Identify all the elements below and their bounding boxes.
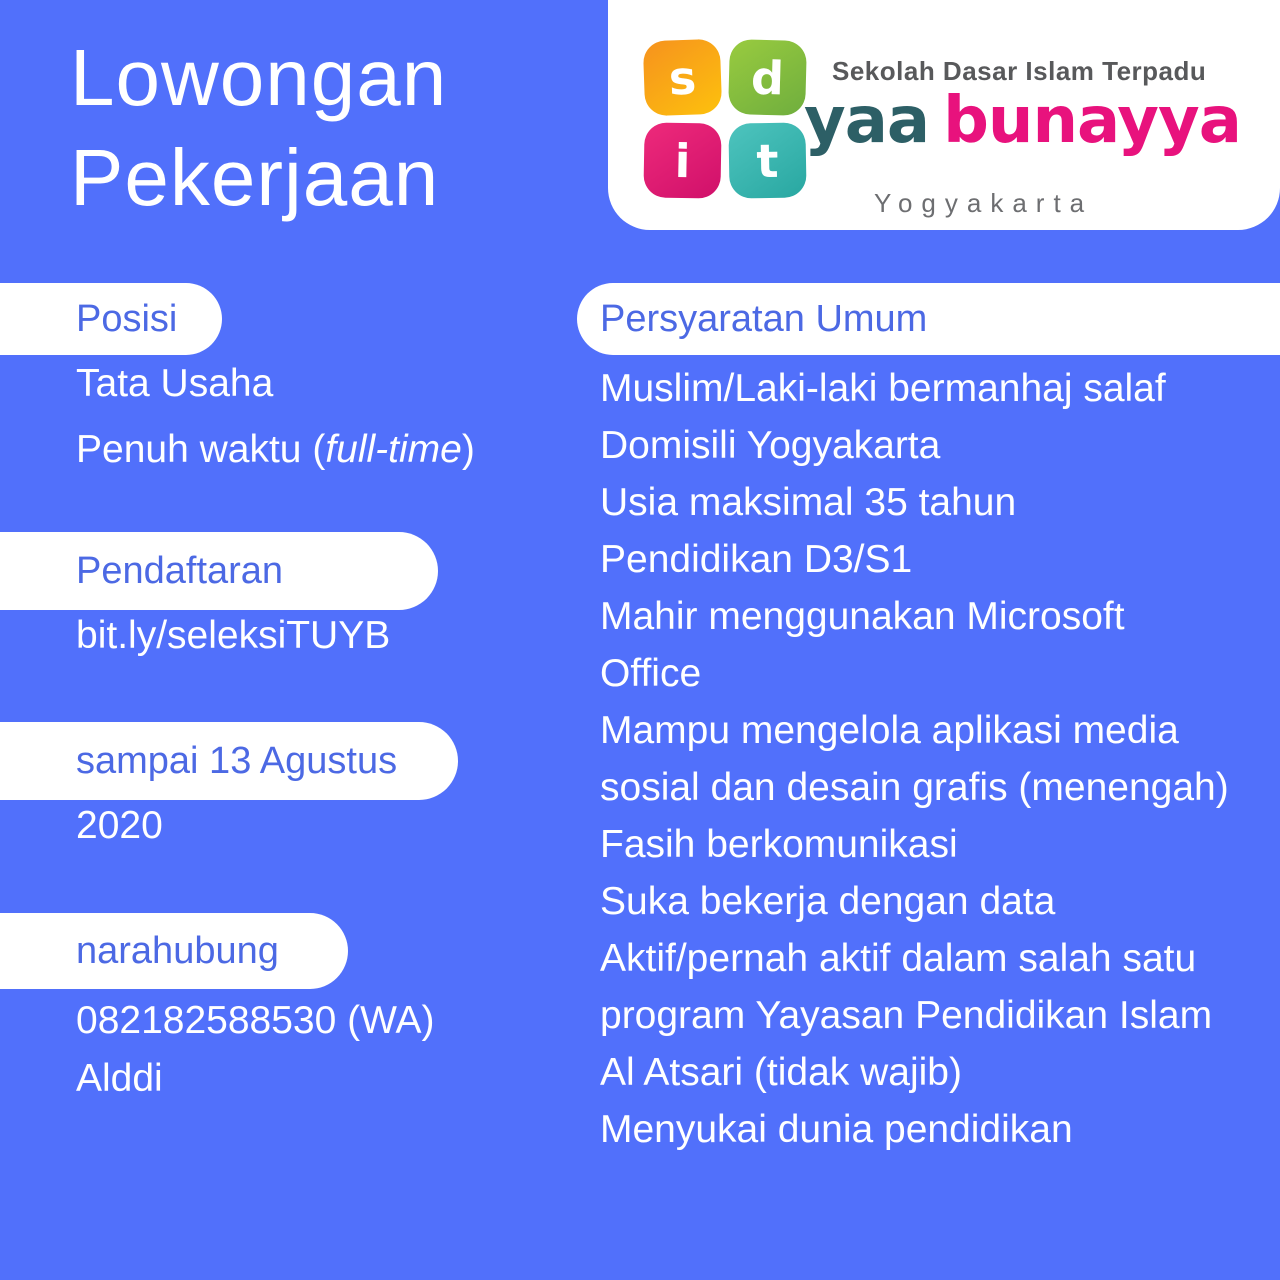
contact-phone-text: 082182588530 (WA) <box>76 999 435 1042</box>
logo-tile-i-icon: i <box>643 122 721 198</box>
poster-title <box>70 28 447 228</box>
school-name-bunayya: bunayya <box>943 84 1241 158</box>
requirement-line: Menyukai dunia pendidikan <box>600 1108 1073 1151</box>
school-city-text: Yogyakarta <box>874 188 1094 218</box>
requirement-line: Pendidikan D3/S1 <box>600 538 913 581</box>
contact-person-name: Alddi <box>76 1057 163 1100</box>
requirement-line: Mampu mengelola aplikasi media <box>600 709 1179 752</box>
requirement-line: Domisili Yogyakarta <box>600 424 941 467</box>
requirement-line: Usia maksimal 35 tahun <box>600 481 1017 524</box>
deadline-section-label: sampai 13 Agustus <box>0 722 458 800</box>
requirement-line: program Yayasan Pendidikan Islam <box>600 994 1213 1037</box>
requirements-list <box>600 360 1229 1158</box>
requirements-section-label: Persyaratan Umum <box>577 283 1280 355</box>
requirement-line: Muslim/Laki-laki bermanhaj salaf <box>600 367 1166 410</box>
logo-tile-t-icon: t <box>728 122 806 198</box>
logo-tile-d-icon: d <box>728 39 807 116</box>
sdit-logo-tiles <box>644 40 806 198</box>
poster-title-line2: Pekerjaan <box>70 133 440 222</box>
poster-title-line1: Lowongan <box>70 33 448 122</box>
logo-tile-s-icon: s <box>643 39 723 117</box>
posisi-line2-suffix: ) <box>461 428 475 471</box>
pendaftaran-section-label: Pendaftaran <box>0 532 438 610</box>
registration-link-text: bit.ly/seleksiTUYB <box>76 614 391 657</box>
requirement-line: Aktif/pernah aktif dalam salah satu <box>600 937 1197 980</box>
school-logo-card <box>608 0 1280 230</box>
deadline-year-text: 2020 <box>76 804 163 847</box>
posisi-line2-prefix: Penuh waktu ( <box>76 428 326 471</box>
school-type-text: Sekolah Dasar Islam Terpadu <box>832 56 1207 86</box>
posisi-value-line2 <box>76 428 475 472</box>
requirement-line: Suka bekerja dengan data <box>600 880 1056 923</box>
requirement-line: sosial dan desain grafis (menengah) <box>600 766 1229 809</box>
requirement-line: Mahir menggunakan Microsoft <box>600 595 1125 638</box>
school-name-yaa: yaa <box>804 84 930 158</box>
school-name-wordmark <box>804 84 1241 158</box>
posisi-line2-fulltime: full-time <box>325 428 462 471</box>
posisi-value-line1: Tata Usaha <box>76 362 274 405</box>
requirement-line: Office <box>600 652 702 695</box>
contact-section-label: narahubung <box>0 913 348 989</box>
requirement-line: Fasih berkomunikasi <box>600 823 958 866</box>
requirement-line: Al Atsari (tidak wajib) <box>600 1051 962 1094</box>
posisi-section-label: Posisi <box>0 283 222 355</box>
